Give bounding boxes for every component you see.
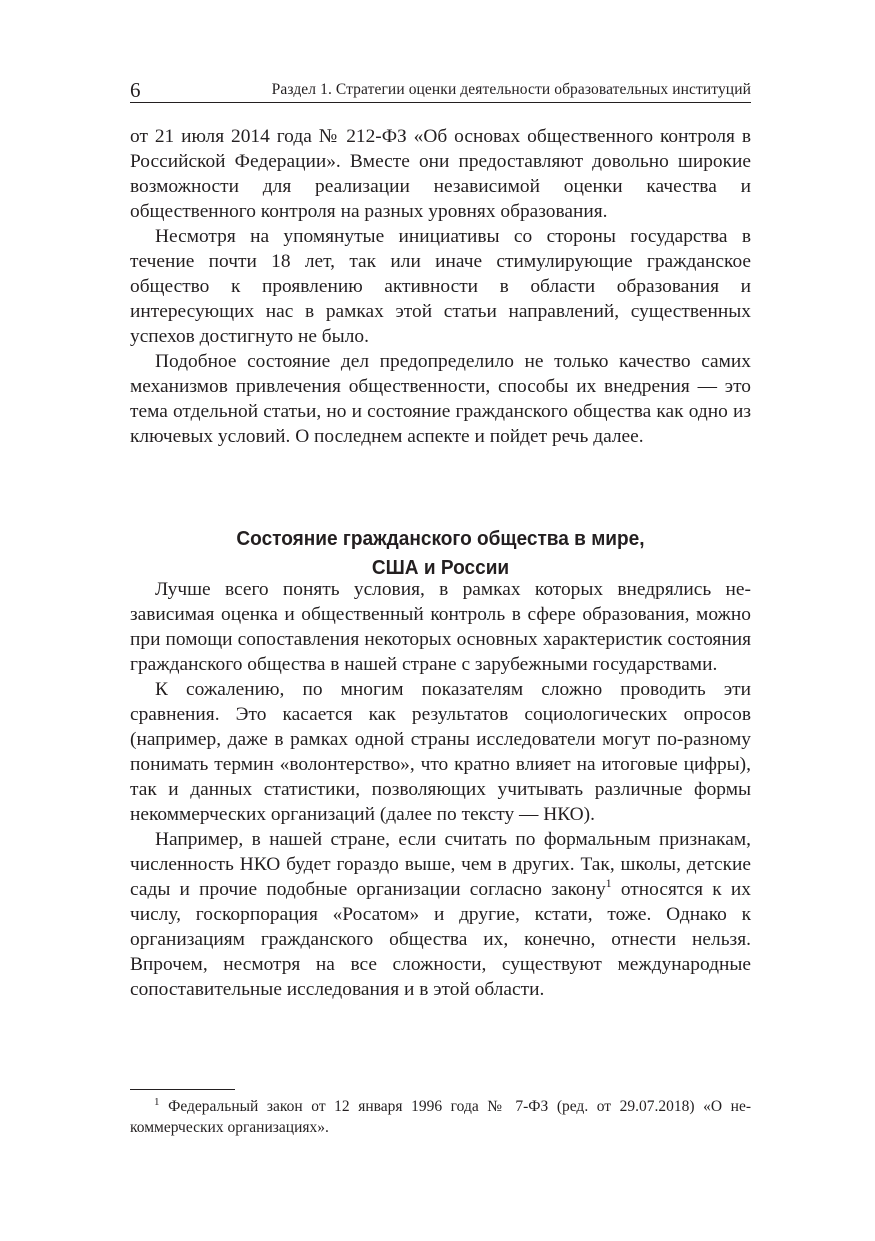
paragraph: К сожалению, по многим показателям сложно проводить эти сравнения. Это касается как результатов социологических опросов (например, даже в рамках одной страны исследователи могут по-разному понимать термин «волонтерство», что кратно влияет на итоговые цифры), так и данных статистики, позволяющих учитывать различные формы некоммерческих организаций (далее по тексту — НКО). (130, 679, 751, 825)
page-number: 6 (130, 78, 141, 102)
footnote (130, 1096, 751, 1138)
footnote-separator (130, 1089, 235, 1090)
paragraph: Несмотря на упомянутые инициативы со стороны государства в течение почти 18 лет, так или иначе стимулирующие гражданское общество к проявлению активности в области образования и интересующих нас в рамках этой статьи направлений, существенных успехов достигнуто не было. (130, 226, 751, 347)
paragraph: от 21 июля 2014 года № 212-ФЗ «Об основах общественного контроля в Российской Федерации». Вместе они предоставляют довольно широкие возможности для реализации независимой оценки качества и общественного контроля на разных уровнях образования. (130, 126, 751, 222)
paragraph: Лучше всего понять условия, в рамках которых внедрялись независимая оценка и общественный контроль в сфере образования, можно при помощи сопоставления некоторых основных характеристик состояния гражданского общества в нашей стране с зарубежными государствами. (130, 579, 751, 675)
paragraph-text: относятся к их числу, госкорпорация «Росатом» и другие, кстати, тоже. Однако к организациям гражданского общества их, конечно, отнести нельзя. Впрочем, несмотря на все сложности, существуют международные сопоставительные исследования и в этой области. (130, 879, 751, 1000)
footnote-reference[interactable]: 1 (605, 876, 612, 890)
paragraph-with-footnote (130, 827, 751, 1002)
section-heading (152, 524, 730, 582)
footnote-text: Федеральный закон от 12 января 1996 года № 7-ФЗ (ред. от 29.07.2018) «О некоммерческих организациях». (130, 1098, 751, 1136)
section-heading-line: Состояние гражданского общества в мире, (236, 527, 645, 550)
running-title: Раздел 1. Стратегии оценки деятельности образовательных институций (271, 81, 751, 98)
section-text-block (130, 577, 751, 1002)
paragraph-text: Например, в нашей стране, если считать по формальным признакам, численность НКО будет гораздо выше, чем в других. Так, школы, детские сады и прочие подобные организации согласно закону (130, 829, 751, 900)
section-heading-line: США и России (371, 556, 510, 579)
intro-text-block (130, 124, 751, 449)
running-header (130, 76, 751, 103)
footnote-mark: 1 (154, 1096, 160, 1108)
paragraph: Подобное состояние дел предопределило не только качество самих механизмов привлечения общественности, способы их внедрения — это тема отдельной статьи, но и состояние гражданского общества как одно из ключевых условий. О последнем аспекте и пойдет речь далее. (130, 351, 751, 447)
